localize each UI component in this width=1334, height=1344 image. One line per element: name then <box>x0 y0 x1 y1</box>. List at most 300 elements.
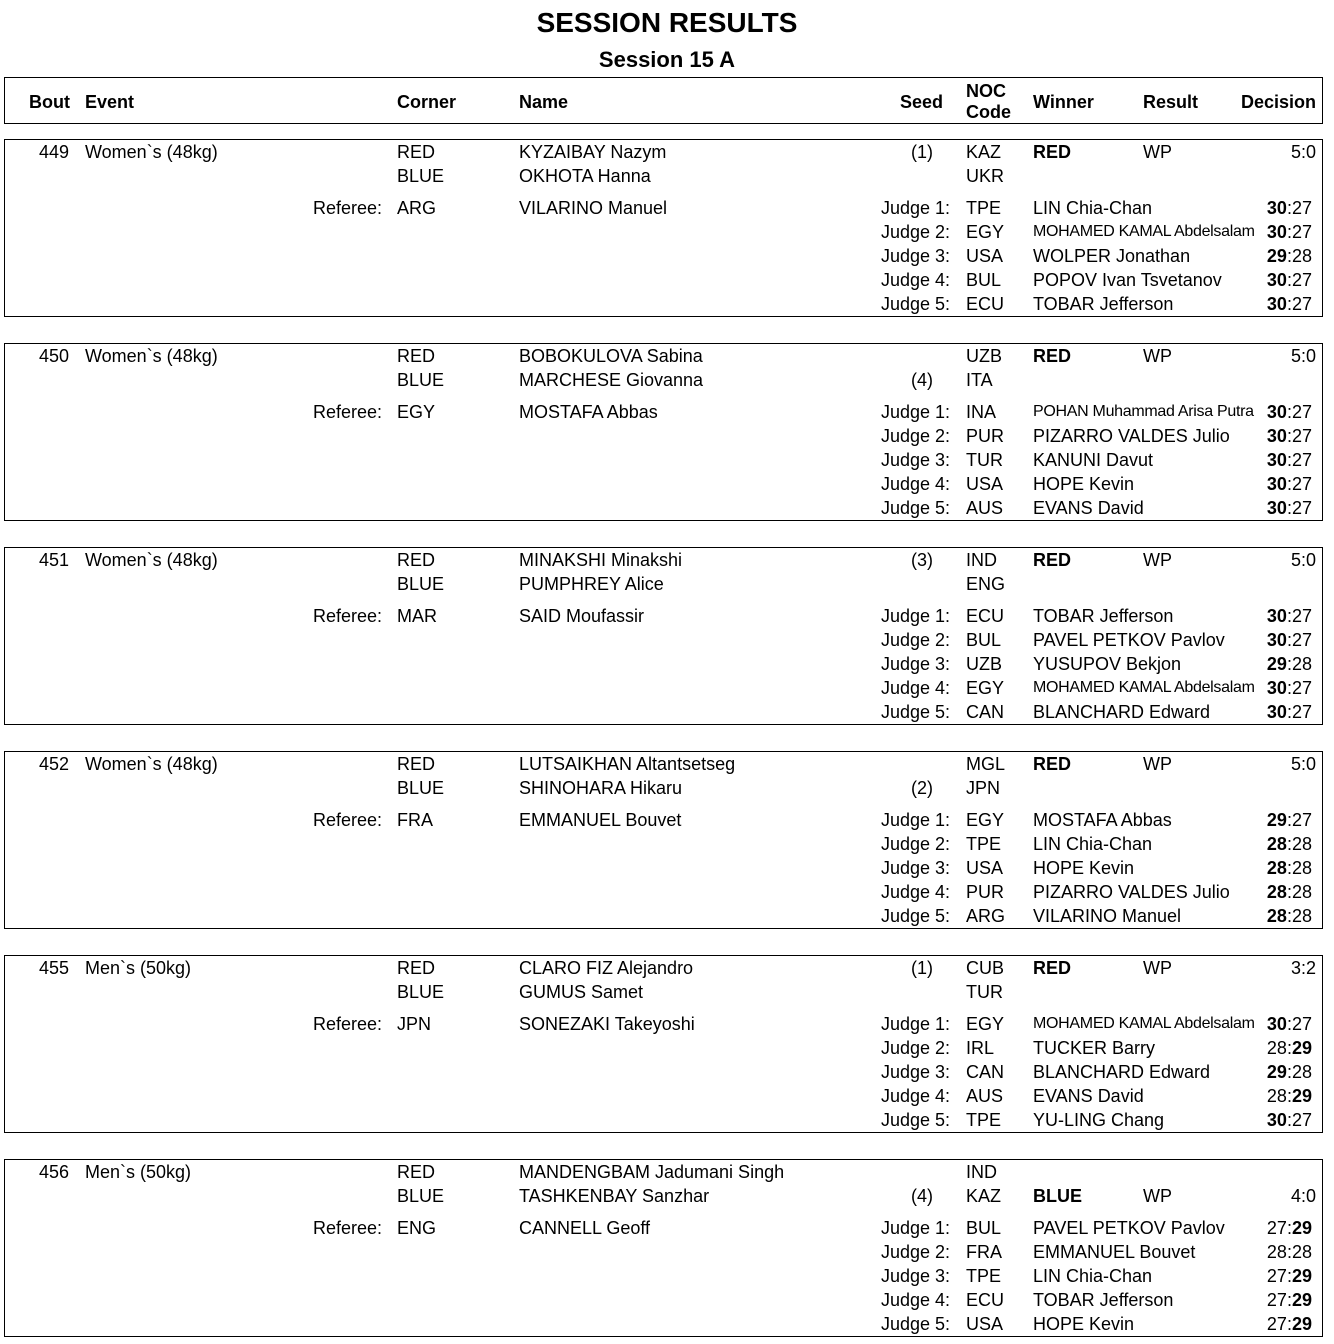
bout-number: 449 <box>38 142 69 162</box>
judge-label: Judge 2: <box>881 1242 951 1262</box>
red-score: 30 <box>1266 678 1287 698</box>
judge-score <box>1267 1036 1312 1060</box>
referee-name: VILARINO Manuel <box>519 198 668 218</box>
event-name: Women`s (48kg) <box>85 550 218 570</box>
blue-boxer-name: SHINOHARA Hikaru <box>519 778 683 798</box>
judge-name: MOHAMED KAMAL Abdelsalam <box>1033 223 1255 240</box>
red-corner-label: RED <box>397 754 436 774</box>
decision-score: 5:0 <box>1290 754 1316 774</box>
blue-seed: (4) <box>911 1186 933 1206</box>
judge-score <box>1267 1288 1312 1312</box>
score-separator: : <box>1286 498 1292 518</box>
judge-name: POPOV Ivan Tsvetanov <box>1033 270 1222 290</box>
judge-name: LIN Chia-Chan <box>1033 198 1153 218</box>
judge-name: TUCKER Barry <box>1033 1038 1156 1058</box>
table-header <box>4 77 1323 124</box>
red-score: 27 <box>1266 1266 1287 1286</box>
bout-block <box>4 751 1323 929</box>
red-score: 27 <box>1266 1290 1287 1310</box>
red-noc: UZB <box>966 346 1002 366</box>
blue-score: 28 <box>1291 1242 1312 1262</box>
red-boxer-name: KYZAIBAY Nazym <box>519 142 667 162</box>
blue-score: 29 <box>1291 1266 1312 1286</box>
judge-score <box>1267 880 1312 904</box>
red-score: 30 <box>1266 450 1287 470</box>
red-noc: KAZ <box>966 142 1002 162</box>
judge-label: Judge 4: <box>881 474 951 494</box>
page-title: SESSION RESULTS <box>536 7 798 38</box>
decision-score: 5:0 <box>1290 550 1316 570</box>
event-name: Men`s (50kg) <box>85 1162 192 1182</box>
judge-score <box>1267 1240 1312 1264</box>
red-score: 29 <box>1266 1062 1287 1082</box>
judge-score <box>1267 244 1312 268</box>
event-name: Women`s (48kg) <box>85 346 218 366</box>
header-name: Name <box>519 92 569 112</box>
blue-noc: ENG <box>966 574 1006 594</box>
referee-noc: MAR <box>397 606 437 626</box>
judge-name: MOSTAFA Abbas <box>1033 810 1172 830</box>
judge-noc: BUL <box>966 630 1002 650</box>
blue-score: 27 <box>1291 222 1312 242</box>
score-separator: : <box>1286 474 1292 494</box>
judge-score <box>1267 1060 1312 1084</box>
blue-seed: (2) <box>911 778 933 798</box>
blue-score: 27 <box>1291 450 1312 470</box>
referee-noc: ENG <box>397 1218 437 1238</box>
blue-corner-label: BLUE <box>397 778 445 798</box>
score-separator: : <box>1286 402 1292 422</box>
judge-label: Judge 2: <box>881 222 951 242</box>
winner-corner: RED <box>1033 958 1072 978</box>
score-separator: : <box>1286 270 1292 290</box>
judge-noc: USA <box>966 474 1004 494</box>
judge-score <box>1267 1216 1312 1240</box>
judge-name: TOBAR Jefferson <box>1033 294 1174 314</box>
blue-score: 29 <box>1291 1038 1312 1058</box>
judge-noc: UZB <box>966 654 1002 674</box>
referee-label: Referee: <box>313 606 383 626</box>
judge-noc: TPE <box>966 1110 1002 1130</box>
blue-score: 27 <box>1291 426 1312 446</box>
judge-name: HOPE Kevin <box>1033 858 1135 878</box>
header-seed: Seed <box>900 92 944 112</box>
result-code: WP <box>1143 142 1172 162</box>
red-score: 30 <box>1266 198 1287 218</box>
judge-label: Judge 5: <box>881 702 951 722</box>
red-boxer-name: MANDENGBAM Jadumani Singh <box>519 1162 785 1182</box>
judge-score <box>1267 496 1312 520</box>
score-separator: : <box>1286 882 1292 902</box>
judge-label: Judge 3: <box>881 1266 951 1286</box>
red-score: 30 <box>1266 270 1287 290</box>
judge-noc: ECU <box>966 606 1005 626</box>
red-score: 30 <box>1266 402 1287 422</box>
judge-noc: USA <box>966 858 1004 878</box>
score-separator: : <box>1286 246 1292 266</box>
red-boxer-name: MINAKSHI Minakshi <box>519 550 683 570</box>
score-separator: : <box>1286 834 1292 854</box>
blue-corner-label: BLUE <box>397 1186 445 1206</box>
judge-name: VILARINO Manuel <box>1033 906 1182 926</box>
judge-label: Judge 1: <box>881 1218 951 1238</box>
judge-label: Judge 4: <box>881 1290 951 1310</box>
blue-score: 27 <box>1291 402 1312 422</box>
score-separator: : <box>1286 198 1292 218</box>
blue-score: 27 <box>1291 810 1312 830</box>
score-separator: : <box>1286 606 1292 626</box>
judge-score <box>1267 676 1312 700</box>
judge-noc: EGY <box>966 1014 1005 1034</box>
score-separator: : <box>1286 1218 1292 1238</box>
red-corner-label: RED <box>397 550 436 570</box>
score-separator: : <box>1286 678 1292 698</box>
score-separator: : <box>1286 654 1292 674</box>
referee-name: SAID Moufassir <box>519 606 645 626</box>
blue-boxer-name: TASHKENBAY Sanzhar <box>519 1186 710 1206</box>
judge-name: EVANS David <box>1033 1086 1144 1106</box>
header-result: Result <box>1143 92 1199 112</box>
red-score: 30 <box>1266 498 1287 518</box>
blue-noc: ITA <box>966 370 993 390</box>
judge-score <box>1267 856 1312 880</box>
bout-number: 452 <box>38 754 69 774</box>
blue-score: 27 <box>1291 630 1312 650</box>
judge-label: Judge 5: <box>881 1314 951 1334</box>
judge-noc: USA <box>966 1314 1004 1334</box>
judge-name: LIN Chia-Chan <box>1033 1266 1153 1286</box>
blue-noc: JPN <box>966 778 1001 798</box>
red-boxer-name: BOBOKULOVA Sabina <box>519 346 703 366</box>
referee-noc: JPN <box>397 1014 432 1034</box>
blue-corner-label: BLUE <box>397 166 445 186</box>
bout-number: 450 <box>38 346 69 366</box>
red-score: 28 <box>1266 882 1287 902</box>
header-noc-code: Code <box>966 102 1011 122</box>
judge-name: POHAN Muhammad Arisa Putra <box>1033 403 1254 420</box>
blue-seed: (4) <box>911 370 933 390</box>
blue-corner-label: BLUE <box>397 574 445 594</box>
judge-label: Judge 3: <box>881 450 951 470</box>
blue-score: 27 <box>1291 498 1312 518</box>
score-separator: : <box>1286 630 1292 650</box>
judge-name: TOBAR Jefferson <box>1033 606 1174 626</box>
judge-label: Judge 5: <box>881 294 951 314</box>
red-score: 30 <box>1266 702 1287 722</box>
red-score: 28 <box>1266 906 1287 926</box>
judge-score <box>1267 808 1312 832</box>
red-score: 30 <box>1266 606 1287 626</box>
judge-name: WOLPER Jonathan <box>1033 246 1191 266</box>
red-score: 30 <box>1266 1110 1287 1130</box>
blue-score: 27 <box>1291 678 1312 698</box>
judge-name: PAVEL PETKOV Pavlov <box>1033 1218 1225 1238</box>
red-boxer-name: CLARO FIZ Alejandro <box>519 958 694 978</box>
score-separator: : <box>1286 1266 1292 1286</box>
blue-score: 28 <box>1291 906 1312 926</box>
header-corner: Corner <box>397 92 457 112</box>
blue-score: 27 <box>1291 606 1312 626</box>
result-code: WP <box>1143 550 1172 570</box>
judge-name: KANUNI Davut <box>1033 450 1154 470</box>
referee-noc: EGY <box>397 402 436 422</box>
red-corner-label: RED <box>397 958 436 978</box>
red-seed: (1) <box>911 958 933 978</box>
blue-boxer-name: PUMPHREY Alice <box>519 574 664 594</box>
judge-score <box>1267 268 1312 292</box>
red-noc: IND <box>966 550 997 570</box>
judge-label: Judge 1: <box>881 198 951 218</box>
judge-noc: INA <box>966 402 997 422</box>
winner-corner: BLUE <box>1033 1186 1082 1206</box>
judge-label: Judge 5: <box>881 498 951 518</box>
judge-label: Judge 4: <box>881 270 951 290</box>
judge-name: EMMANUEL Bouvet <box>1033 1242 1196 1262</box>
blue-score: 29 <box>1291 1314 1312 1334</box>
judge-noc: BUL <box>966 1218 1002 1238</box>
score-separator: : <box>1286 810 1292 830</box>
winner-corner: RED <box>1033 142 1072 162</box>
judge-name: BLANCHARD Edward <box>1033 702 1211 722</box>
header-event: Event <box>85 92 135 112</box>
blue-score: 28 <box>1291 654 1312 674</box>
blue-noc: KAZ <box>966 1186 1002 1206</box>
red-corner-label: RED <box>397 346 436 366</box>
blue-score: 27 <box>1291 270 1312 290</box>
judge-noc: ECU <box>966 294 1005 314</box>
judge-score <box>1267 1012 1312 1036</box>
red-score: 28 <box>1266 858 1287 878</box>
judge-label: Judge 5: <box>881 1110 951 1130</box>
red-score: 28 <box>1266 1242 1287 1262</box>
score-separator: : <box>1286 1110 1292 1130</box>
score-separator: : <box>1286 222 1292 242</box>
judge-name: MOHAMED KAMAL Abdelsalam <box>1033 679 1255 696</box>
judge-noc: TPE <box>966 834 1002 854</box>
score-separator: : <box>1286 1290 1292 1310</box>
judge-noc: ECU <box>966 1290 1005 1310</box>
referee-name: CANNELL Geoff <box>519 1218 651 1238</box>
judge-name: YUSUPOV Bekjon <box>1033 654 1182 674</box>
score-separator: : <box>1286 294 1292 314</box>
judge-noc: CAN <box>966 1062 1005 1082</box>
judge-score <box>1267 1264 1312 1288</box>
red-noc: CUB <box>966 958 1005 978</box>
score-separator: : <box>1286 1062 1292 1082</box>
referee-label: Referee: <box>313 402 383 422</box>
blue-boxer-name: OKHOTA Hanna <box>519 166 651 186</box>
blue-score: 27 <box>1291 294 1312 314</box>
session-subtitle: Session 15 A <box>598 47 736 72</box>
judge-label: Judge 4: <box>881 1086 951 1106</box>
referee-name: SONEZAKI Takeyoshi <box>519 1014 695 1034</box>
judge-label: Judge 2: <box>881 1038 951 1058</box>
score-separator: : <box>1286 906 1292 926</box>
blue-boxer-name: GUMUS Samet <box>519 982 644 1002</box>
judge-noc: EGY <box>966 678 1005 698</box>
judge-score <box>1267 1312 1312 1336</box>
judge-noc: PUR <box>966 882 1005 902</box>
judge-noc: PUR <box>966 426 1005 446</box>
blue-score: 27 <box>1291 198 1312 218</box>
score-separator: : <box>1286 1086 1292 1106</box>
judge-score <box>1267 424 1312 448</box>
judge-name: PIZARRO VALDES Julio <box>1033 426 1230 446</box>
judge-label: Judge 3: <box>881 1062 951 1082</box>
blue-score: 28 <box>1291 1062 1312 1082</box>
referee-label: Referee: <box>313 1218 383 1238</box>
event-name: Women`s (48kg) <box>85 754 218 774</box>
score-separator: : <box>1286 1014 1292 1034</box>
judge-label: Judge 1: <box>881 402 951 422</box>
blue-score: 28 <box>1291 834 1312 854</box>
bout-block <box>4 1159 1323 1337</box>
blue-score: 29 <box>1291 1086 1312 1106</box>
red-score: 28 <box>1266 834 1287 854</box>
judge-label: Judge 1: <box>881 606 951 626</box>
judge-score <box>1267 904 1312 928</box>
result-code: WP <box>1143 346 1172 366</box>
judge-noc: EGY <box>966 222 1005 242</box>
score-separator: : <box>1286 1242 1292 1262</box>
judge-name: PAVEL PETKOV Pavlov <box>1033 630 1225 650</box>
judge-label: Judge 2: <box>881 834 951 854</box>
red-score: 28 <box>1266 1038 1287 1058</box>
red-score: 27 <box>1266 1314 1287 1334</box>
judge-score <box>1267 400 1312 424</box>
judge-noc: ARG <box>966 906 1006 926</box>
red-corner-label: RED <box>397 1162 436 1182</box>
judge-name: MOHAMED KAMAL Abdelsalam <box>1033 1015 1255 1032</box>
red-score: 30 <box>1266 474 1287 494</box>
blue-score: 28 <box>1291 246 1312 266</box>
blue-corner-label: BLUE <box>397 370 445 390</box>
judge-noc: AUS <box>966 498 1004 518</box>
judge-label: Judge 4: <box>881 678 951 698</box>
score-separator: : <box>1286 1314 1292 1334</box>
judge-noc: FRA <box>966 1242 1002 1262</box>
referee-name: MOSTAFA Abbas <box>519 402 658 422</box>
red-score: 28 <box>1266 1086 1287 1106</box>
judge-score <box>1267 652 1312 676</box>
red-noc: MGL <box>966 754 1006 774</box>
winner-corner: RED <box>1033 346 1072 366</box>
blue-corner-label: BLUE <box>397 982 445 1002</box>
judge-name: LIN Chia-Chan <box>1033 834 1153 854</box>
judge-score <box>1267 700 1312 724</box>
judge-name: HOPE Kevin <box>1033 1314 1135 1334</box>
referee-noc: ARG <box>397 198 437 218</box>
judge-noc: IRL <box>966 1038 995 1058</box>
red-score: 30 <box>1266 294 1287 314</box>
bout-number: 456 <box>38 1162 69 1182</box>
red-score: 30 <box>1266 1014 1287 1034</box>
judge-label: Judge 3: <box>881 858 951 878</box>
judge-noc: EGY <box>966 810 1005 830</box>
blue-noc: UKR <box>966 166 1005 186</box>
red-score: 27 <box>1266 1218 1287 1238</box>
judge-score <box>1267 292 1312 316</box>
judge-label: Judge 3: <box>881 246 951 266</box>
judge-score <box>1267 220 1312 244</box>
referee-noc: FRA <box>397 810 433 830</box>
header-winner: Winner <box>1033 92 1094 112</box>
judge-score <box>1267 448 1312 472</box>
red-corner-label: RED <box>397 142 436 162</box>
winner-corner: RED <box>1033 550 1072 570</box>
red-score: 30 <box>1266 222 1287 242</box>
red-score: 30 <box>1266 630 1287 650</box>
score-separator: : <box>1286 702 1292 722</box>
referee-name: EMMANUEL Bouvet <box>519 810 682 830</box>
score-separator: : <box>1286 450 1292 470</box>
red-boxer-name: LUTSAIKHAN Altantsetseg <box>519 754 736 774</box>
judge-name: BLANCHARD Edward <box>1033 1062 1211 1082</box>
judge-score <box>1267 628 1312 652</box>
judge-label: Judge 5: <box>881 906 951 926</box>
judge-label: Judge 1: <box>881 1014 951 1034</box>
judge-score <box>1267 1108 1312 1132</box>
score-separator: : <box>1286 858 1292 878</box>
judge-score <box>1267 472 1312 496</box>
red-noc: IND <box>966 1162 997 1182</box>
score-separator: : <box>1286 1038 1292 1058</box>
bout-number: 455 <box>38 958 69 978</box>
judge-name: EVANS David <box>1033 498 1144 518</box>
header-decision: Decision <box>1241 92 1317 112</box>
header-bout: Bout <box>29 92 70 112</box>
blue-score: 27 <box>1291 702 1312 722</box>
judge-label: Judge 3: <box>881 654 951 674</box>
bout-block <box>4 955 1323 1133</box>
judge-noc: TUR <box>966 450 1003 470</box>
judge-name: PIZARRO VALDES Julio <box>1033 882 1230 902</box>
judge-label: Judge 1: <box>881 810 951 830</box>
judge-score <box>1267 196 1312 220</box>
blue-score: 29 <box>1291 1290 1312 1310</box>
decision-score: 5:0 <box>1290 142 1316 162</box>
blue-score: 27 <box>1291 474 1312 494</box>
judge-noc: BUL <box>966 270 1002 290</box>
event-name: Men`s (50kg) <box>85 958 192 978</box>
bout-number: 451 <box>38 550 69 570</box>
score-separator: : <box>1286 426 1292 446</box>
red-score: 29 <box>1266 246 1287 266</box>
judge-name: YU-LING Chang <box>1033 1110 1165 1130</box>
blue-score: 28 <box>1291 882 1312 902</box>
bout-block <box>4 343 1323 521</box>
blue-boxer-name: MARCHESE Giovanna <box>519 370 704 390</box>
judge-name: TOBAR Jefferson <box>1033 1290 1174 1310</box>
judge-noc: AUS <box>966 1086 1004 1106</box>
referee-label: Referee: <box>313 1014 383 1034</box>
judge-score <box>1267 832 1312 856</box>
blue-score: 29 <box>1291 1218 1312 1238</box>
result-code: WP <box>1143 1186 1172 1206</box>
judge-score <box>1267 1084 1312 1108</box>
referee-label: Referee: <box>313 198 383 218</box>
judge-noc: USA <box>966 246 1004 266</box>
winner-corner: RED <box>1033 754 1072 774</box>
judge-noc: CAN <box>966 702 1005 722</box>
judge-name: HOPE Kevin <box>1033 474 1135 494</box>
judge-noc: TPE <box>966 1266 1002 1286</box>
referee-label: Referee: <box>313 810 383 830</box>
judge-label: Judge 2: <box>881 630 951 650</box>
blue-noc: TUR <box>966 982 1003 1002</box>
red-seed: (1) <box>911 142 933 162</box>
decision-score: 3:2 <box>1290 958 1316 978</box>
